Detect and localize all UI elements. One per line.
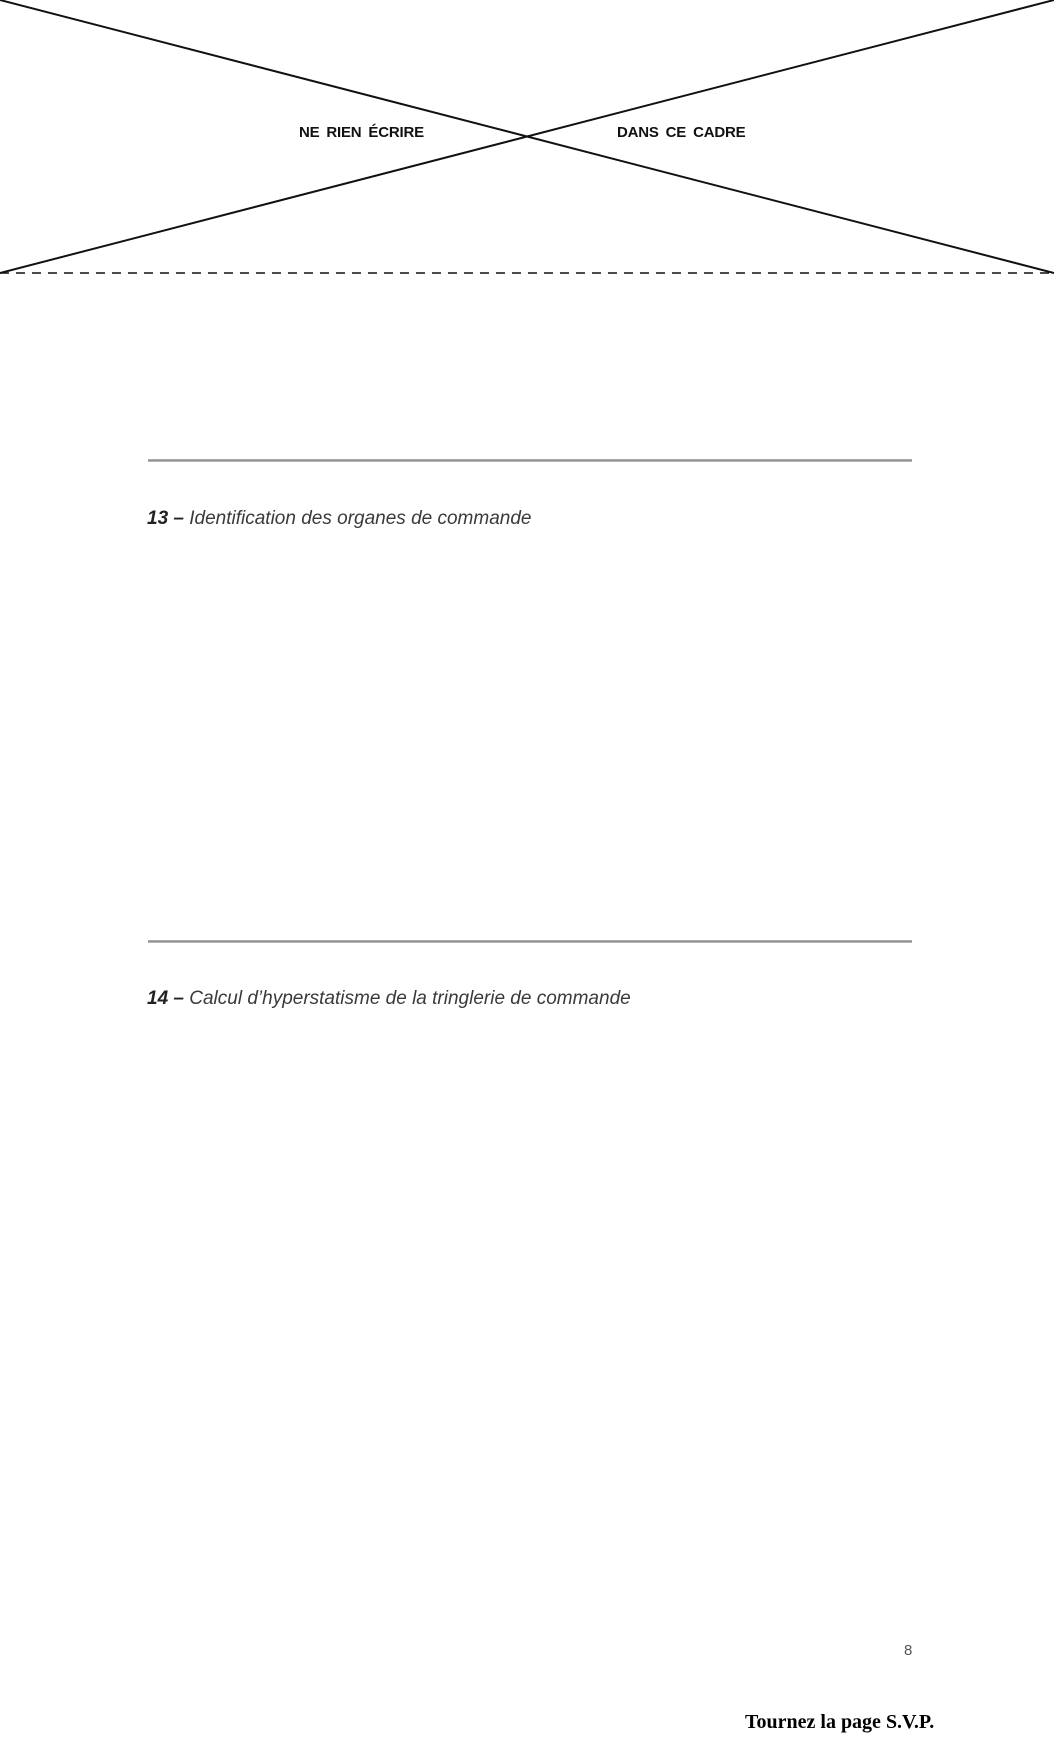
- section-heading-14: [147, 988, 631, 1010]
- do-not-write-frame: [0, 0, 1054, 276]
- cross-lines: [0, 0, 1054, 276]
- header-text-left: NE RIEN ÉCRIRE: [299, 124, 424, 141]
- section-divider-14: [148, 940, 912, 943]
- section-heading-13: [147, 508, 531, 530]
- section-number: 13 –: [147, 508, 184, 529]
- turn-page-notice: Tournez la page S.V.P.: [745, 1711, 935, 1733]
- section-number: 14 –: [147, 988, 184, 1009]
- section-title: Calcul d’hyperstatisme de la tringlerie de commande: [189, 988, 631, 1009]
- section-divider-13: [148, 459, 912, 462]
- answer-area-13[interactable]: [147, 545, 913, 925]
- section-title: Identification des organes de commande: [189, 508, 532, 529]
- page-number: 8: [904, 1642, 913, 1659]
- header-text-right: DANS CE CADRE: [617, 124, 746, 141]
- answer-area-14[interactable]: [147, 1025, 913, 1605]
